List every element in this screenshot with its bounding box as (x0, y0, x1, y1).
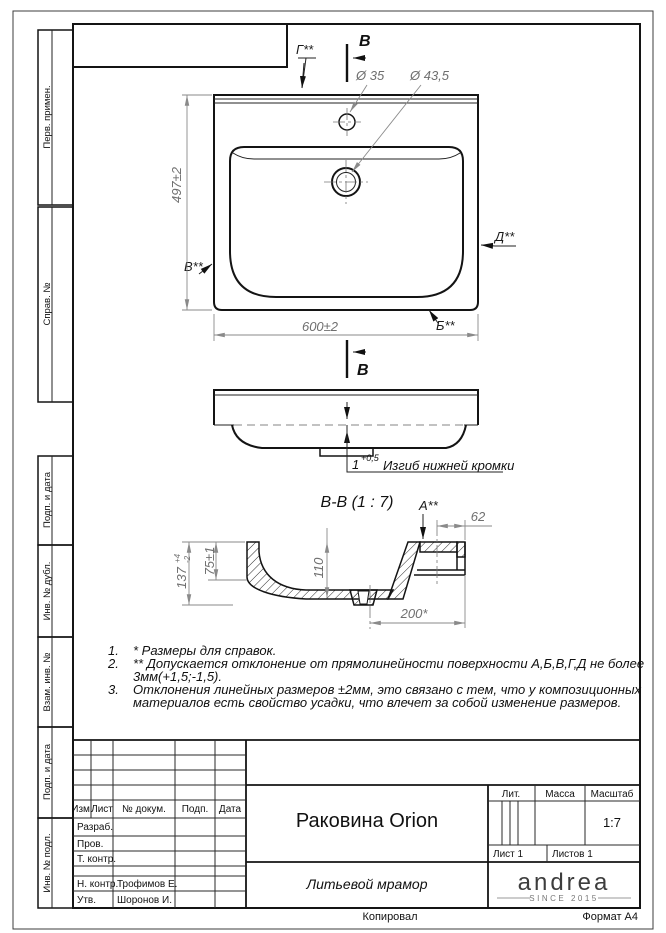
logo-tagline: SINCE 2015 (529, 894, 599, 903)
margin-label: Взам. инв. № (42, 652, 53, 712)
margin-box-perv-primen (38, 30, 73, 205)
hole-offset-label: 62 (470, 509, 486, 524)
surface-label-b: Б** (436, 318, 455, 333)
col-izm: Изм. (71, 804, 93, 815)
document-title: Раковина Orion (295, 810, 439, 832)
note-text: материалов есть свойство усадки, что влечет за собой изменение размеров. (133, 695, 622, 710)
scale-header: Масштаб (590, 789, 634, 800)
notes (107, 643, 644, 710)
margin-box-inv-dubl (38, 545, 73, 637)
bowl-depth-label: 110 (311, 557, 326, 579)
surface-leader-b (429, 310, 438, 323)
col-doc: № докум. (122, 804, 166, 815)
bowl-outline (230, 147, 463, 297)
title-block (71, 740, 640, 908)
section-letter-top: В (359, 33, 371, 50)
width-dim-label: 600±2 (301, 319, 339, 334)
surface-leader-d-arrow (481, 245, 495, 246)
bend-value: 1 (352, 457, 360, 472)
surface-leader-g-line (298, 58, 316, 88)
height-ext-lines (182, 95, 212, 310)
bend-tolerance: +0,5 (361, 453, 379, 463)
top-view (169, 33, 516, 379)
lit-header: Лит. (501, 789, 521, 800)
name-nkontr: Трофимов Е. (117, 879, 178, 890)
faucet-dia-label: Ø 35 (356, 68, 385, 83)
sheet-number: Лист 1 (493, 849, 524, 860)
row-prov: Пров. (77, 839, 104, 850)
row-razrab: Разраб. (77, 822, 114, 833)
margin-label: Справ. № (42, 282, 53, 326)
copied-label: Копировал (362, 911, 418, 923)
margin-label: Инв. № дубл. (42, 561, 53, 621)
depth-dim-label: 137 (174, 567, 189, 589)
material-label: Литьевой мрамор (306, 876, 428, 892)
section-ledge-end (457, 542, 465, 557)
note-text: ** Допускается отклонение от прямолинейности поверхности А,Б,В,Г,Д не более (133, 656, 645, 671)
drain-offset-label: 200* (400, 606, 428, 621)
note-text: 3мм(+1,5;-1,5). (133, 669, 223, 684)
surface-label-g: Г** (296, 42, 314, 57)
surface-label-d: Д** (495, 229, 515, 244)
surface-label-a: А** (419, 498, 438, 513)
margin-label: Подп. и дата (42, 472, 53, 528)
apron-dim-label: 75±1 (202, 546, 217, 576)
row-tkontr: Т. контр. (77, 854, 117, 865)
footer (362, 911, 638, 923)
margin-box-podp-data-2 (38, 727, 73, 818)
col-data: Дата (218, 804, 242, 815)
row-utv: Утв. (77, 895, 97, 906)
margin-box-sprav-no (38, 207, 73, 402)
brand-logo (497, 869, 631, 903)
note-number: 2. (108, 656, 119, 671)
logo-wordmark: andrea (517, 869, 611, 896)
note-number: 1. (108, 643, 119, 658)
section-ledge-flange (420, 542, 457, 552)
section-right-wall (388, 542, 420, 599)
note-text: * Размеры для справок. (133, 643, 277, 658)
margin-box-podp-data-1 (38, 456, 73, 545)
note-text: Отклонения линейных размеров ±2мм, это связано с тем, что у композиционных (133, 682, 642, 697)
scale-value: 1:7 (602, 815, 622, 830)
section-drain-hole (358, 591, 369, 604)
section-title: В-В (1 : 7) (320, 494, 394, 511)
bowl-rim-line (233, 153, 460, 159)
margin-label: Перв. примен. (42, 85, 53, 149)
margin-columns (38, 30, 73, 908)
mass-header: Масса (545, 789, 575, 800)
row-nkontr: Н. контр. (77, 879, 119, 890)
depth-dim-tol-minus: -2 (183, 555, 192, 563)
col-podp: Подп. (181, 804, 209, 815)
section-letter-bottom: В (357, 362, 369, 379)
front-view (214, 390, 514, 473)
top-left-stamp-box (73, 24, 287, 67)
section-view (173, 494, 492, 629)
depth-dim-tol-plus: +4 (173, 553, 182, 563)
margin-box-inv-podl (38, 818, 73, 908)
bend-note: Изгиб нижней кромки (383, 458, 515, 473)
name-utv: Шоронов И. (117, 895, 172, 906)
sheets-total: Листов 1 (552, 849, 593, 860)
drain-dia-label: Ø 43,5 (410, 68, 450, 83)
height-dim-label: 497±2 (169, 166, 184, 204)
margin-label: Инв. № подл. (42, 833, 53, 893)
col-list: Лист (91, 804, 113, 815)
margin-box-vzam-inv (38, 637, 73, 727)
surface-label-v: В** (184, 259, 203, 274)
bowl-front-outline (232, 425, 466, 448)
note-number: 3. (108, 682, 119, 697)
format-label: Формат А4 (582, 911, 638, 923)
margin-label: Подп. и дата (42, 744, 53, 800)
